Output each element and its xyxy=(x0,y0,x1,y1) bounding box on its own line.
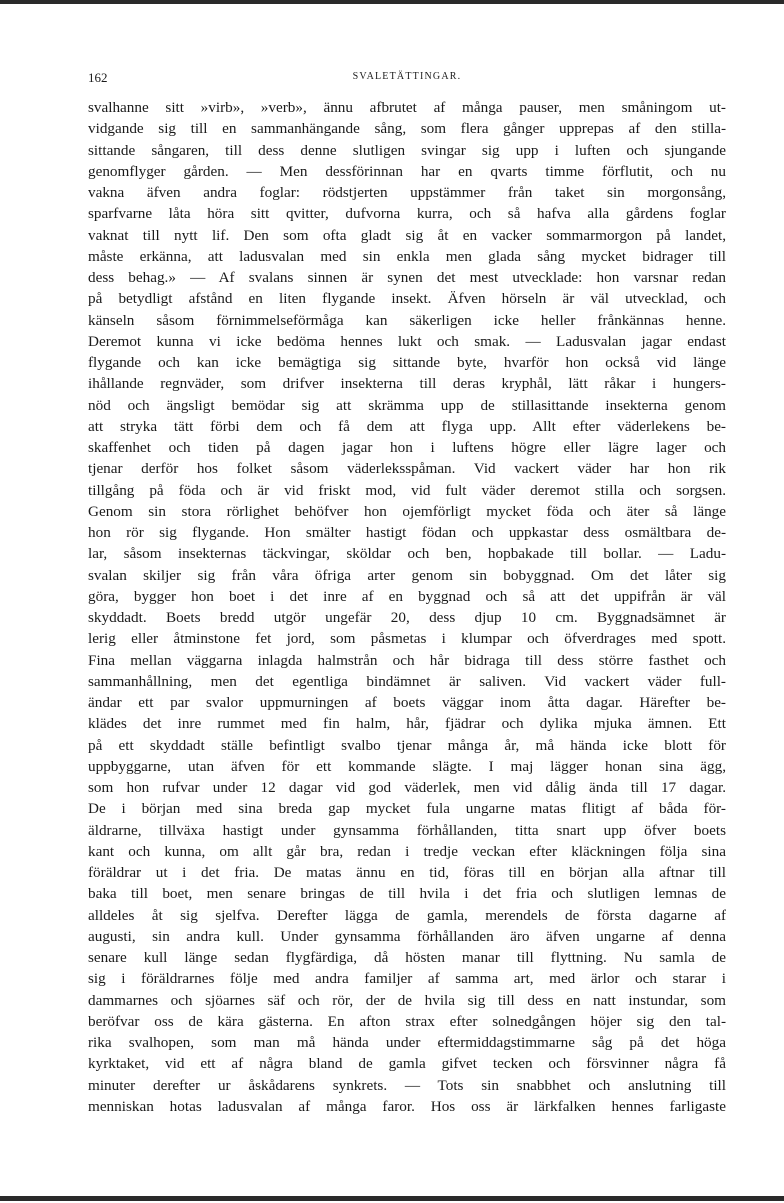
text-line: baka till boet, men senare bringas de till hvila i det fria och slutligen lemnas de xyxy=(88,885,726,903)
text-line: på ett skyddadt ställe befintligt svalbo tjenar många år, må hända icke blott för xyxy=(88,736,726,754)
page-header xyxy=(88,70,726,88)
text-line: att stryka tätt förbi dem och få dem att flyga upp. Allt efter väderlekens be- xyxy=(88,417,726,435)
text-line: dammarnes och sjöarnes säf och rör, der de hvila sig till dess en natt instundar, som xyxy=(88,991,726,1009)
text-line: svalhanne sitt »virb», »verb», ännu afbrutet af många pauser, men småningom ut- xyxy=(88,99,726,116)
page-number: 162 xyxy=(88,70,108,85)
text-line: ändar ett par svalor uppmurningen af boets väggar inom åtta dagar. Härefter be- xyxy=(88,694,726,711)
text-line: vidgande sig till en sammanhängande sång, som flera gånger upprepas af den stilla- xyxy=(88,120,726,138)
body-text xyxy=(88,97,726,1117)
text-line: som hon rufvar under 12 dagar vid god väderlek, men vid dålig ända till 17 dagar. xyxy=(88,779,726,796)
text-line: äldrarne, tillväxa hastigt under gynsamma förhållanden, titta snart upp öfver boets xyxy=(88,821,726,839)
text-line: kyrktaket, vid ett af några bland de gamla gifvet tecken och försvinner några få xyxy=(88,1055,726,1073)
text-line: minuter derefter ur åskådarens synkrets. — Tots sin snabbhet och anslutning till xyxy=(88,1076,726,1094)
text-line: sammanhållning, men det egentliga bindämnet är saliven. Vid vackert väder full- xyxy=(88,672,726,690)
text-line: nöd och ängsligt bemödar sig att skrämma upp de stillasittande insekterna genom xyxy=(88,396,726,414)
text-line: dess behag.» — Af svalans sinnen är synen det mest utvecklade: hon varsnar redan xyxy=(88,269,726,286)
text-line: kant och kunna, om allt går bra, redan i tredje veckan efter kläckningen följa sina xyxy=(88,842,726,860)
text-line: senare kull länge sedan flygfärdiga, då hösten manar till flyttning. Nu samla de xyxy=(88,949,726,966)
text-line: Fina mellan väggarna inlagda halmstrån och hår bidraga till dess större fasthet och xyxy=(88,651,726,669)
bottom-border-rule xyxy=(0,1196,784,1201)
text-line: vakna äfven andra foglar: rödstjerten uppstämmer från taket sin morgonsång, xyxy=(88,184,726,201)
running-head: SVALETÄTTINGAR. xyxy=(352,71,462,82)
text-line: Deremot kunna vi icke bedöma hennes lukt och smak. — Ladusvalan jagar endast xyxy=(88,332,726,350)
text-line: lar, såsom insekternas täckvingar, sköldar och ben, hopbakade till bollar. — Ladu- xyxy=(88,545,726,563)
top-border-rule xyxy=(0,0,784,4)
text-line: menniskan hotas ladusvalan af många faror. Hos oss är lärkfalken hennes farligaste xyxy=(88,1097,726,1115)
text-line: göra, bygger hon boet i det inre af en byggnad och så att det uppifrån är väl xyxy=(88,587,726,605)
text-line: sig i föräldrarnes följe med andra familjer af samma art, med ärlor och starar i xyxy=(88,970,726,988)
text-line: skyddadt. Boets bredd utgör ungefär 20, dess djup 10 cm. Byggnadsämnet är xyxy=(88,609,726,626)
text-line: skaffenhet och tiden på dagen jagar hon i luftens högre eller lägre lager och xyxy=(88,439,726,456)
text-line: rika svalhopen, som man må hända under eftermiddagstimmarne såg på det höga xyxy=(88,1034,726,1051)
text-line: tillgång på föda och är vid friskt mod, vid fult väder deremot stilla och sorgsen. xyxy=(88,481,726,499)
text-line: vaknat till nytt lif. Den som ofta gladt sig åt en vacker sommarmorgon på landet, xyxy=(88,226,726,244)
text-line: lerig eller åtminstone fet jord, som påsmetas i klumpar och öfverdrages med spott. xyxy=(88,630,726,648)
text-line: föräldrar ut i det fria. De matas ännu en tid, föras till en början alla aftnar till xyxy=(88,864,726,881)
text-line: på betydligt afstånd en liten flygande insekt. Äfven hörseln är väl utvecklad, och xyxy=(88,290,726,308)
text-line: svalan skiljer sig från våra öfriga arter genom sin bobyggnad. Om det låter sig xyxy=(88,566,726,584)
text-line: De i början med sina breda gap mycket fula ungarne matas flitigt af båda för- xyxy=(88,800,726,818)
text-line: känseln såsom förnimmelseförmåga kan säkerligen icke heller frånkännas henne. xyxy=(88,311,726,329)
text-line: sittande sångaren, till dess denne slutligen svingar sig upp i luften och sjungande xyxy=(88,141,726,159)
text-line: augusti, sin andra kull. Under gynsamma förhållanden äro äfven ungarne af denna xyxy=(88,927,726,945)
text-line: alldeles åt sig sjelfva. Derefter lägga de gamla, merendels de första dagarne af xyxy=(88,906,726,924)
text-line: flygande och kan icke bemägtiga sig sittande byte, hvarför hon också vid länge xyxy=(88,354,726,371)
text-line: genomflyger gården. — Men dessförinnan har en qvarts timme förflutit, och nu xyxy=(88,162,726,180)
text-line: måste erkänna, att ladusvalan med sin enkla men glada sång mycket bidrager till xyxy=(88,247,726,265)
text-line: Genom sin stora rörlighet behöfver hon ojemförligt mycket föda och äter så länge xyxy=(88,502,726,520)
text-line: ihållande regnväder, som drifver insekterna till deras kryphål, lätt råkar i hungers- xyxy=(88,375,726,393)
text-line: beröfvar oss de kära gästerna. En afton strax efter solnedgången höjer sig den tal- xyxy=(88,1012,726,1030)
text-line: klädes det inre rummet med fin halm, hår, fjädrar och dylika mjuka ämnen. Ett xyxy=(88,715,726,733)
text-line: tjenar derför hos folket såsom väderleksspåman. Vid vackert väder har hon rik xyxy=(88,460,726,478)
text-line: uppbyggarne, utan äfven för ett kommande slägte. I maj lägger honan sina ägg, xyxy=(88,757,726,775)
text-line: hon rör sig flygande. Hon smälter hastigt födan och uppkastar dess osmältbara de- xyxy=(88,524,726,541)
text-line: sparfvarne låta höra sitt qvitter, dufvorna kurra, och så hafva alla gårdens foglar xyxy=(88,205,726,223)
